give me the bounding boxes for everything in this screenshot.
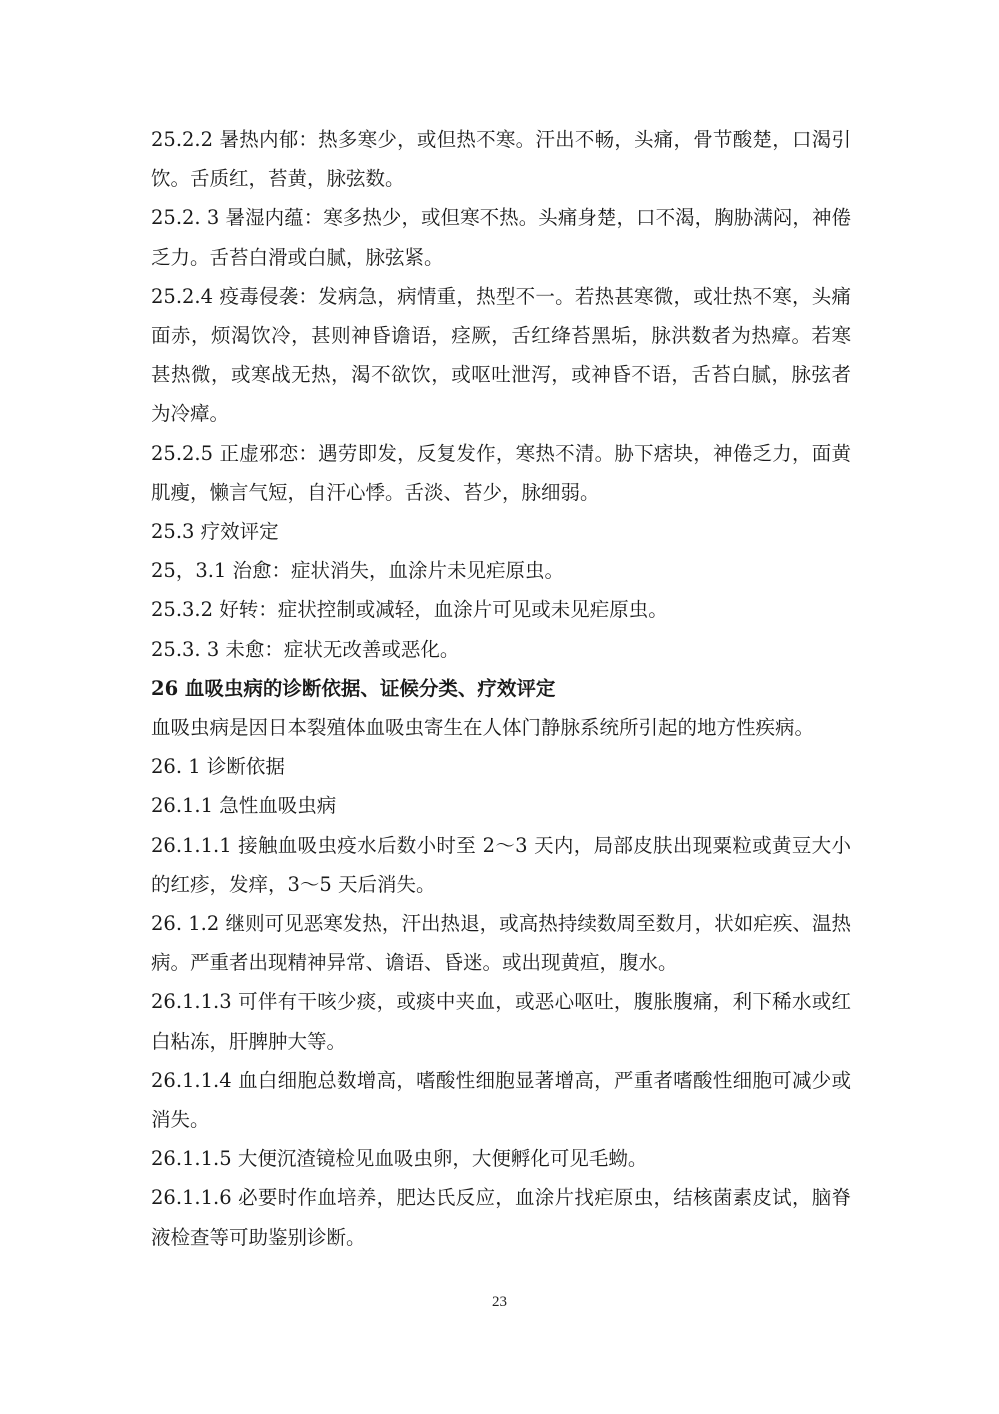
document-body [151, 120, 851, 1257]
section-25-3-3: 25.3. 3 未愈：症状无改善或恶化。 [151, 637, 460, 661]
section-26-1-1-3: 26.1.1.3 可伴有干咳少痰，或痰中夹血，或恶心呕吐，腹胀腹痛，利下稀水或红白粘冻，肝脾肿大等。 [151, 990, 851, 1053]
section-26-1-1: 26.1.1 急性血吸虫病 [151, 794, 337, 818]
section-26-heading: 26 血吸虫病的诊断依据、证候分类、疗效评定 [151, 676, 556, 700]
section-26-1-1-4: 26.1.1.4 血白细胞总数增高，嗜酸性细胞显著增高，严重者嗜酸性细胞可减少或消失。 [151, 1068, 851, 1132]
section-25-2-5: 25.2.5 正虚邪恋：遇劳即发，反复发作，寒热不清。胁下痞块，神倦乏力，面黄肌瘦，懒言气短，自汗心悸。舌淡、苔少，脉细弱。 [151, 441, 851, 504]
page-number: 23 [492, 1294, 507, 1310]
section-25-2-3: 25.2. 3 暑湿内蕴：寒多热少，或但寒不热。头痛身楚，口不渴，胸胁满闷，神倦乏力。舌苔白滑或白腻，脉弦紧。 [151, 206, 851, 269]
section-25-2-2: 25.2.2 暑热内郁：热多寒少，或但热不寒。汗出不畅，头痛，骨节酸楚，口渴引饮。舌质红，苔黄，脉弦数。 [151, 128, 851, 191]
section-26-1-2: 26. 1.2 继则可见恶寒发热，汗出热退，或高热持续数周至数月，状如疟疾、温热病。严重者出现精神异常、谵语、昏迷。或出现黄疸，腹水。 [151, 912, 851, 975]
section-25-3: 25.3 疗效评定 [151, 520, 279, 544]
section-26-1: 26. 1 诊断依据 [151, 755, 285, 779]
section-25-2-4: 25.2.4 疫毒侵袭：发病急，病情重，热型不一。若热甚寒微，或壮热不寒，头痛面赤，烦渴饮冷，甚则神昏谵语，痉厥，舌红绛苔黑垢，脉洪数者为热瘴。若寒甚热微，或寒战无热，渴不欲饮，或呕吐泄泻，或神昏不语，舌苔白腻，脉弦者为冷瘴。 [151, 284, 851, 426]
section-26-1-1-6: 26.1.1.6 必要时作血培养，肥达氏反应，血涂片找疟原虫，结核菌素皮试，脑脊液检查等可助鉴别诊断。 [151, 1186, 851, 1249]
section-26-1-1-1: 26.1.1.1 接触血吸虫疫水后数小时至 2～3 天内，局部皮肤出现粟粒或黄豆大小的红疹，发痒，3～5 天后消失。 [151, 833, 851, 896]
section-26-intro: 血吸虫病是因日本裂殖体血吸虫寄生在人体门静脉系统所引起的地方性疾病。 [151, 716, 815, 740]
section-25-3-2: 25.3.2 好转：症状控制或减轻，血涂片可见或未见疟原虫。 [151, 598, 668, 622]
section-26-1-1-5: 26.1.1.5 大便沉渣镜检见血吸虫卵，大便孵化可见毛蚴。 [151, 1147, 648, 1171]
section-25-3-1: 25，3.1 治愈：症状消失，血涂片未见疟原虫。 [151, 559, 565, 583]
